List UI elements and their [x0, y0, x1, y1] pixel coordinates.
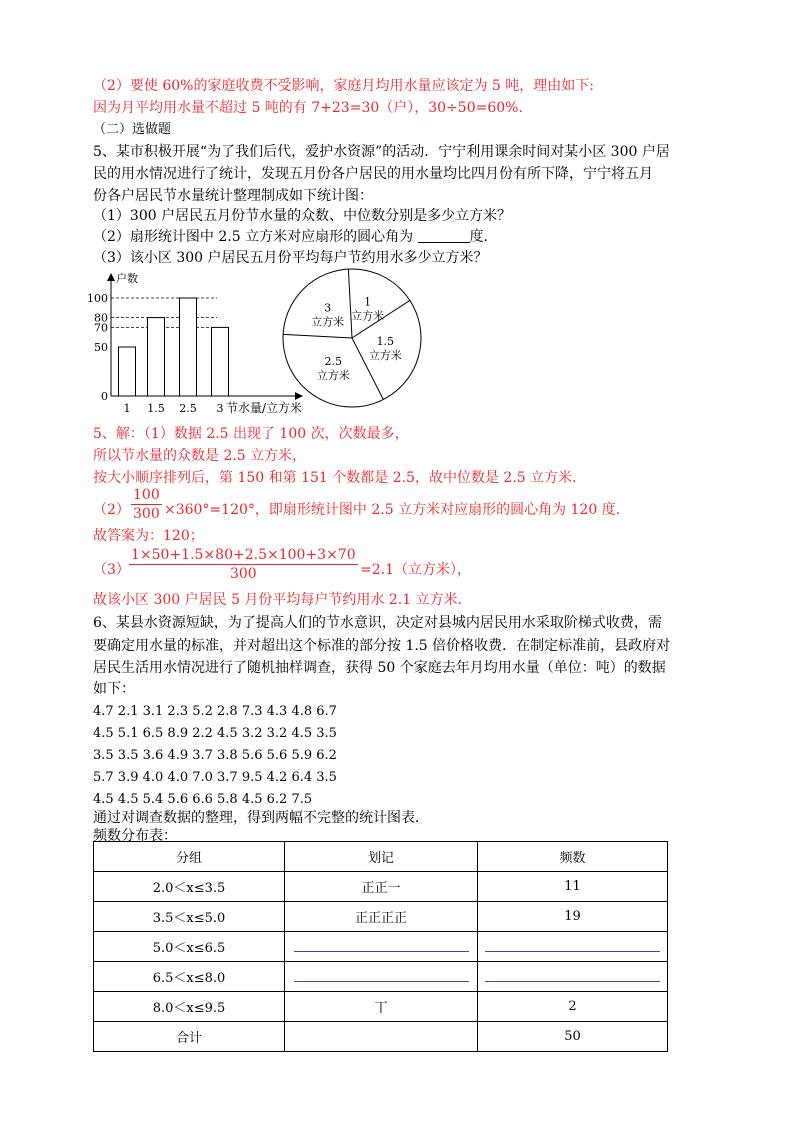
q5-answer-sub2-fraction — [131, 487, 162, 522]
q6-data-row: 4.5 5.1 6.5 8.9 2.2 4.5 3.2 3.2 4.5 3.5 — [93, 726, 337, 741]
table-row — [94, 992, 668, 1022]
section-title: （二）选做题 — [93, 122, 172, 137]
cell-count-blank[interactable] — [478, 932, 668, 962]
pie-slice-unit: 立方米 — [368, 348, 402, 362]
header-group: 分组 — [94, 842, 285, 872]
bar-ytick-label: 50 — [94, 341, 108, 354]
q5-answer-final: 故答案为：120； — [93, 528, 204, 544]
q5-answer-sub3-prefix: （3） — [93, 562, 130, 578]
q5-sub2-prefix: （2）扇形统计图中 2.5 立方米对应扇形的圆心角为 — [93, 229, 414, 245]
q5-text-line1: 5、某市积极开展“为了我们后代，爱护水资源”的活动．宁宁利用课余时间对某小区 300 户居 — [93, 144, 670, 160]
answer-blank[interactable] — [418, 228, 470, 243]
bar-xtick-label: 2.5 — [179, 402, 197, 415]
cell-group: 2.0＜x≤3.5 — [94, 872, 285, 902]
cell-total-count: 50 — [478, 1022, 668, 1052]
cell-tally: 正正一 — [285, 872, 478, 902]
part2-answer-line1: （2）要使 60%的家庭收费不受影响，家庭月均用水量应该定为 5 吨，理由如下: — [93, 78, 594, 94]
bar-xtick-label: 3 — [216, 402, 224, 415]
cell-total-label: 合计 — [94, 1022, 285, 1052]
pie-slice-label: 2.5 — [324, 354, 342, 368]
header-tally: 划记 — [285, 842, 478, 872]
table-total-row — [94, 1022, 668, 1052]
pie-slice-label: 3 — [324, 301, 332, 315]
bar-xtick-label: 1 — [123, 402, 131, 415]
cell-tally-blank[interactable] — [285, 962, 478, 992]
fraction-denominator: 300 — [133, 506, 160, 522]
q6-text-line2: 要确定用水量的标准，并对超出这个标准的部分按 1.5 倍价格收费．在制定标准前，县政府对 — [93, 638, 671, 654]
tally-fill-line[interactable] — [294, 941, 469, 952]
bar-ylabel: 户数 — [116, 272, 138, 285]
cell-group: 8.0＜x≤9.5 — [94, 992, 285, 1022]
bar — [212, 327, 229, 396]
table-header-row — [94, 842, 668, 872]
q5-answer-sub2-suffix: ×360°=120°，即扇形统计图中 2.5 立方米对应扇形的圆心角为 120 度． — [164, 502, 630, 518]
pie-slice-unit: 立方米 — [316, 368, 350, 382]
q5-text-line2: 民的用水情况进行了统计，发现五月份各户居民的用水量均比四月份有所下降，宁宁将五月 — [93, 166, 653, 182]
header-count: 频数 — [478, 842, 668, 872]
pie-slice-label: 1.5 — [376, 334, 395, 348]
cell-tally-blank[interactable] — [285, 932, 478, 962]
bar — [180, 298, 197, 396]
bar-ytick-label: 70 — [94, 321, 108, 335]
cell-group: 6.5＜x≤8.0 — [94, 962, 285, 992]
q5-answer-sub2-prefix: （2） — [93, 502, 130, 518]
bar-ytick-label: 0 — [101, 390, 108, 403]
bar-xtick-label: 1.5 — [147, 402, 165, 415]
cell-count: 11 — [478, 872, 668, 902]
table-row — [94, 932, 668, 962]
cell-tally: 正正正正 — [285, 902, 478, 932]
count-fill-line[interactable] — [485, 941, 660, 952]
cell-group: 3.5＜x≤5.0 — [94, 902, 285, 932]
q6-data-row: 3.5 3.5 3.6 4.9 3.7 3.8 5.6 5.6 5.9 6.2 — [93, 748, 337, 763]
frequency-table — [93, 841, 668, 1052]
q5-sub1: （1）300 户居民五月份节水量的众数、中位数分别是多少立方米？ — [93, 208, 512, 224]
q5-text-line3: 份各户居民节水量统计整理制成如下统计图： — [93, 188, 373, 204]
pie-slice-label: 1 — [364, 295, 372, 309]
pie-slice-unit: 立方米 — [311, 315, 345, 329]
pie-slice-unit: 立方米 — [351, 309, 385, 323]
q6-table-title: 频数分布表： — [93, 828, 177, 844]
table-row — [94, 902, 668, 932]
bar — [148, 318, 165, 396]
q6-data-row: 4.5 4.5 5.4 5.6 6.6 5.8 4.5 6.2 7.5 — [93, 792, 313, 807]
pie-chart — [272, 260, 432, 420]
q5-answer-sub3-fraction — [129, 547, 358, 582]
q5-answer-line3: 按大小顺序排列后，第 150 和第 151 个数都是 2.5，故中位数是 2.5 立方米． — [93, 470, 587, 486]
q6-after-text: 通过对调查数据的整理，得到两幅不完整的统计图表． — [93, 810, 429, 826]
fraction-numerator: 100 — [133, 487, 160, 503]
cell-tally: 丅 — [285, 992, 478, 1022]
table-row — [94, 872, 668, 902]
q6-text-line1: 6、某县水资源短缺，为了提高人们的节水意识，决定对县城内居民用水采取阶梯式收费，需 — [93, 615, 662, 631]
q5-sub2-suffix: 度． — [469, 229, 498, 245]
q5-sub3: （3）该小区 300 户居民五月份平均每户节约用水多少立方米？ — [93, 250, 488, 266]
table-row — [94, 962, 668, 992]
q5-answer-conclusion: 故该小区 300 户居民 5 月份平均每户节约用水 2.1 立方米． — [93, 592, 472, 608]
bar-xlabel: 节水量/立方米 — [226, 401, 303, 415]
count-fill-line[interactable] — [485, 971, 660, 982]
cell-count: 19 — [478, 902, 668, 932]
q6-text-line3: 居民生活用水情况进行了随机抽样调查，获得 50 个家庭去年月均用水量（单位：吨）的数据 — [93, 660, 666, 676]
tally-fill-line[interactable] — [294, 971, 469, 982]
cell-count: 2 — [478, 992, 668, 1022]
part2-answer-line2: 因为月平均用水量不超过 5 吨的有 7+23=30（户），30÷50=60%. — [93, 100, 523, 116]
cell-group: 5.0＜x≤6.5 — [94, 932, 285, 962]
bar-ytick-label: 80 — [94, 311, 108, 325]
bar-ytick-label: 100 — [87, 292, 108, 305]
cell-total-tally — [285, 1022, 478, 1052]
q5-answer-sub3-suffix: =2.1（立方米）， — [360, 562, 471, 578]
fraction-denominator: 300 — [229, 566, 257, 582]
q6-data-row: 5.7 3.9 4.0 4.0 7.0 3.7 9.5 4.2 6.4 3.5 — [93, 770, 337, 785]
q5-answer-line1: 5、解：（1）数据 2.5 出现了 100 次，次数最多， — [93, 426, 409, 442]
fraction-numerator: 1×50+1.5×80+2.5×100+3×70 — [131, 547, 356, 563]
q5-sub2 — [93, 227, 498, 247]
q6-data-row: 4.7 2.1 3.1 2.3 5.2 2.8 7.3 4.3 4.8 6.7 — [93, 704, 337, 719]
q5-answer-line2: 所以节水量的众数是 2.5 立方米， — [93, 448, 307, 464]
bar — [119, 347, 136, 396]
q6-text-line4: 如下： — [93, 681, 135, 697]
cell-count-blank[interactable] — [478, 962, 668, 992]
